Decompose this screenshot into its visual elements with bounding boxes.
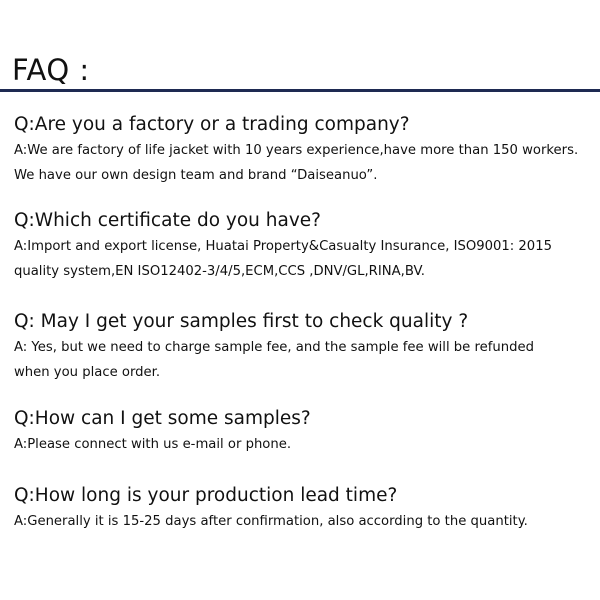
faq-answer-line: A:We are factory of life jacket with 10 years experience,have more than 150 workers. xyxy=(14,143,579,158)
faq-question: Q:Are you a factory or a trading company? xyxy=(14,114,410,135)
faq-answer-line: A: Yes, but we need to charge sample fee, and the sample fee will be refunded xyxy=(14,340,534,355)
faq-question: Q:How can I get some samples? xyxy=(14,408,311,429)
faq-question: Q:How long is your production lead time? xyxy=(14,485,398,506)
faq-question: Q:Which certificate do you have? xyxy=(14,210,321,231)
faq-answer-line: A:Import and export license, Huatai Property&Casualty Insurance, ISO9001: 2015 xyxy=(14,239,552,254)
faq-question: Q: May I get your samples first to check quality ? xyxy=(14,311,469,332)
faq-item xyxy=(14,406,594,458)
faq-item xyxy=(14,112,594,188)
faq-answer xyxy=(14,139,594,188)
title-divider xyxy=(0,89,600,92)
faq-item xyxy=(14,483,594,535)
faq-answer-line: A:Generally it is 15-25 days after confirmation, also according to the quantity. xyxy=(14,514,528,529)
faq-answer xyxy=(14,336,594,385)
faq-answer-line: when you place order. xyxy=(14,364,161,380)
faq-answer-line: We have our own design team and brand “Daiseanuo”. xyxy=(14,167,378,183)
faq-answer-line: A:Please connect with us e-mail or phone. xyxy=(14,437,292,452)
faq-answer xyxy=(14,510,594,535)
faq-item xyxy=(14,309,594,385)
faq-answer xyxy=(14,235,594,284)
page-title: FAQ : xyxy=(12,53,90,87)
faq-item xyxy=(14,208,594,284)
faq-answer-line: quality system,EN ISO12402-3/4/5,ECM,CCS ,DNV/GL,RINA,BV. xyxy=(14,263,425,279)
faq-answer xyxy=(14,433,594,458)
